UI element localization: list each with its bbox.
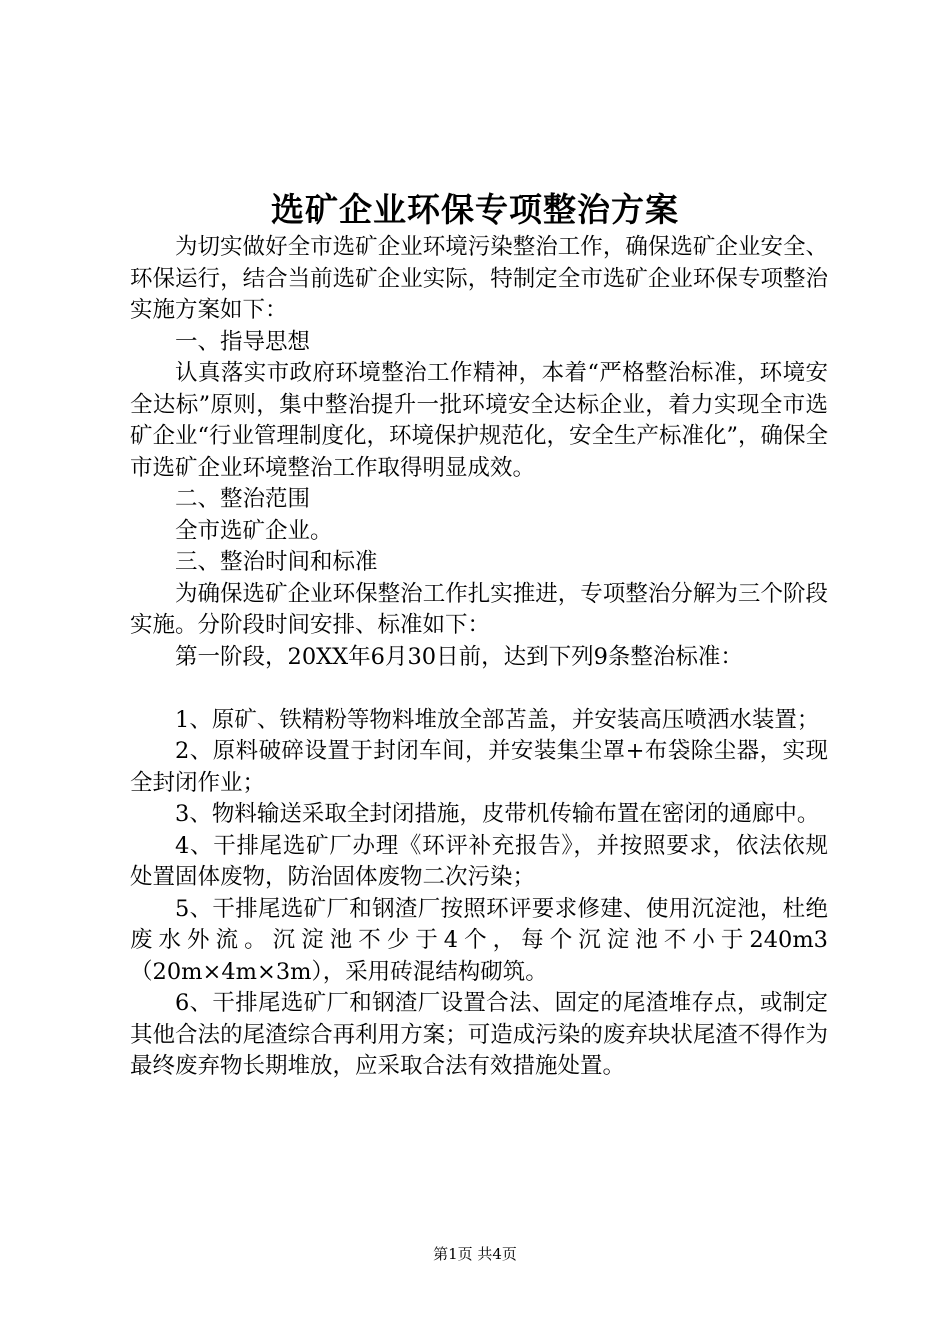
document-body — [130, 232, 828, 1083]
page-footer: 第1页 共4页 — [433, 1245, 517, 1263]
standard-item-6: 6、干排尾选矿厂和钢渣厂设置合法、固定的尾渣堆存点，或制定其他合法的尾渣综合再利用方案；可造成污染的废弃块状尾渣不得作为最终废弃物长期堆放，应采取合法有效措施处置。 — [130, 990, 828, 1079]
standard-item-4: 4、干排尾选矿厂办理《环评补充报告》，并按照要求，依法依规处置固体废物，防治固体废物二次污染； — [130, 832, 828, 890]
standard-item-1: 1、原矿、铁精粉等物料堆放全部苫盖，并安装高压喷洒水装置； — [175, 706, 820, 733]
standard-item-2: 2、原料破碎设置于封闭车间，并安装集尘罩+布袋除尘器，实现全封闭作业； — [130, 738, 828, 796]
section-heading-time-and-standards: 三、整治时间和标准 — [175, 549, 378, 575]
scope-paragraph: 全市选矿企业。 — [175, 517, 333, 544]
time-and-standards-paragraph: 为确保选矿企业环保整治工作扎实推进，专项整治分解为三个阶段实施。分阶段时间安排、标准如下： — [130, 580, 828, 638]
document-title: 选矿企业环保专项整治方案 — [271, 190, 679, 229]
guiding-ideology-paragraph: 认真落实市政府环境整治工作精神，本着“严格整治标准，环境安全达标”原则，集中整治提升一批环境安全达标企业，着力实现全市选矿企业“行业管理制度化，环境保护规范化，安全生产标准化”，确保全市选矿企业环境整治工作取得明显成效。 — [130, 360, 829, 481]
phase-one-paragraph: 第一阶段，20XX年6月30日前，达到下列9条整治标准： — [175, 643, 743, 670]
intro-paragraph: 为切实做好全市选矿企业环境污染整治工作，确保选矿企业安全、环保运行，结合当前选矿企业实际，特制定全市选矿企业环保专项整治实施方案如下： — [130, 234, 828, 323]
standard-item-3: 3、物料输送采取全封闭措施，皮带机传输布置在密闭的通廊中。 — [175, 801, 820, 827]
section-heading-scope: 二、整治范围 — [175, 486, 311, 512]
standard-item-5: 5、干排尾选矿厂和钢渣厂按照环评要求修建、使用沉淀池，杜绝废水外流。沉淀池不少于4个，每个沉淀池不小于240m3（20m×4m×3m），采用砖混结构砌筑。 — [130, 895, 828, 985]
section-heading-guiding-ideology: 一、指导思想 — [175, 328, 311, 355]
